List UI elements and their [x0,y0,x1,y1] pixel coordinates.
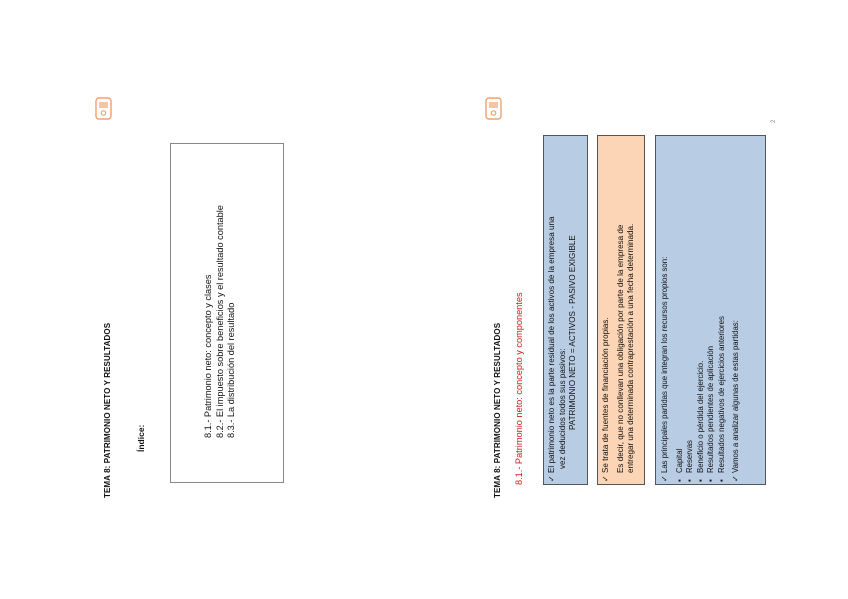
components-intro: Las principales partidas que integran los recursos propios son: [660,256,669,473]
slide2-subtitle: 8.1.- Patrimonio neto: concepto y componentes [514,292,524,485]
check-icon: ✓ [660,475,669,482]
financing-text [601,224,637,482]
definition-line-2: vez deducidos todos sus pasivos: [557,348,567,469]
logo-icon [484,96,504,122]
check-icon: ✓ [730,475,740,482]
index-list [203,205,238,438]
check-icon: ✓ [547,475,556,482]
page-number: 2 [771,119,777,123]
definition-line-1: El patrimonio neto es la parte residual de los activos de la empresa una [547,216,556,473]
definition-text [547,217,579,482]
index-label: Índice: [136,424,146,452]
definition-formula: PATRIMONIO NETO = ACTIVOS - PASIVO EXIGIBLE [568,235,577,430]
logo-icon [94,96,114,122]
index-item-2: 8.2.- El impuesto sobre beneficios y el resultado contable [214,205,225,438]
components-item-1: Capital [674,448,684,473]
components-text: ✓Las principales partidas que integran los recursos propios son: ▪Capital ▪Reservas ▪Beneficio o pérdida del ejercicio. ▪Resultados pendientes de aplicación ▪Resultados negativos de ejercicios anteriores ✓Vamos a analizar algunas de estas partidas: [660,256,740,482]
components-item-3: Beneficio o pérdida del ejercicio. [695,360,705,473]
financing-line-3: entregar una determinada contraprestación a una fecha determinada. [626,223,636,473]
components-closing: Vamos a analizar algunas de estas partidas: [730,320,740,473]
financing-line-1: Se trata de fuentes de financiación propias. [601,317,610,473]
index-item-1: 8.1.- Patrimonio neto: concepto y clases [203,274,213,438]
slide2-title: TEMA 8: PATRIMONIO NETO Y RESULTADOS [493,322,502,498]
index-item-3: 8.3.- La distribución del resultado [226,302,236,438]
components-item-4: Resultados pendientes de aplicación [706,345,716,473]
components-item-5: Resultados negativos de ejercicios anteriores [716,316,726,473]
financing-line-2: Es decir, que no conllevan una obligación por parte de la empresa de [615,224,625,473]
components-item-2: Reservas [685,440,695,473]
slide1-title: TEMA 8: PATRIMONIO NETO Y RESULTADOS [103,322,112,498]
check-icon: ✓ [601,475,610,482]
